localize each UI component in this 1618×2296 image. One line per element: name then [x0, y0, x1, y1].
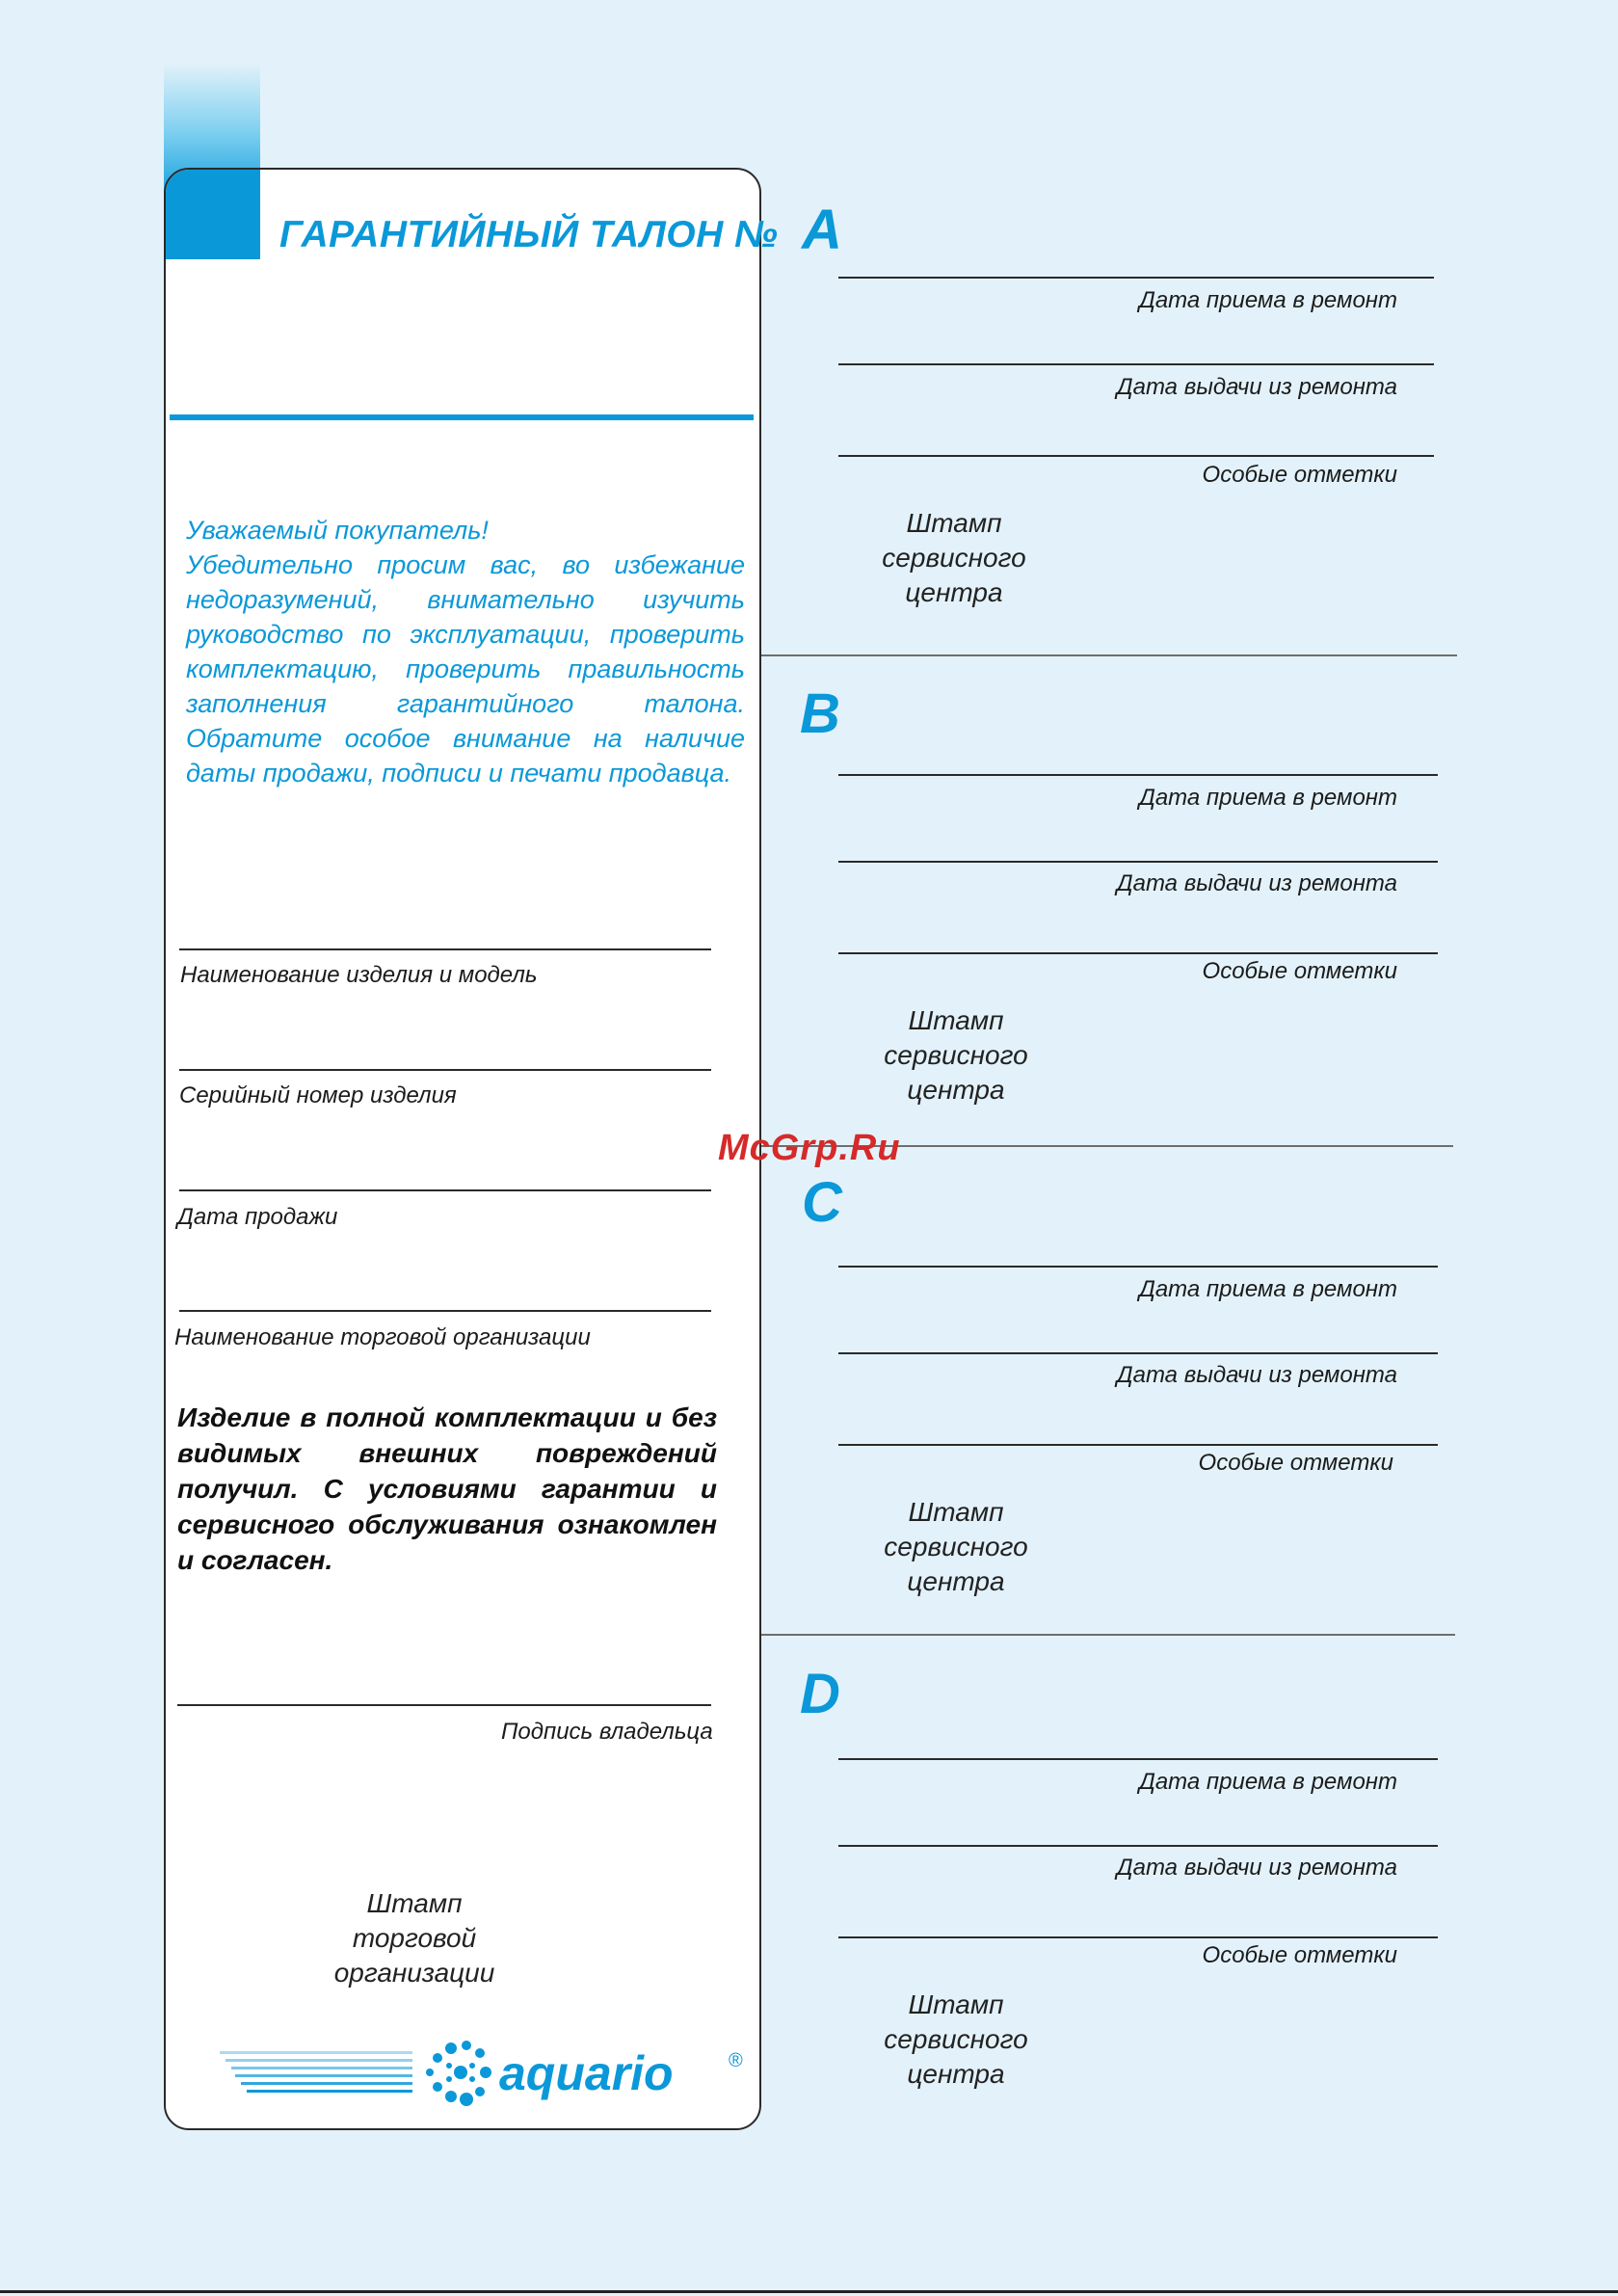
- returned-date-label: Дата выдачи из ремонта: [1116, 1362, 1397, 1388]
- notes-line[interactable]: [838, 952, 1438, 954]
- stamp-line: Штамп: [908, 1989, 1004, 2019]
- received-date-label: Дата приема в ремонт: [1138, 1276, 1397, 1302]
- returned-date-line[interactable]: [838, 363, 1434, 365]
- notes-label: Особые отметки: [1198, 1450, 1393, 1476]
- received-date-label: Дата приема в ремонт: [1138, 785, 1397, 811]
- received-date-label: Дата приема в ремонт: [1138, 1769, 1397, 1795]
- returned-date-label: Дата выдачи из ремонта: [1116, 870, 1397, 896]
- received-date-line[interactable]: [838, 1758, 1438, 1760]
- notes-line[interactable]: [838, 455, 1434, 457]
- aquario-logo: [220, 2034, 759, 2116]
- intro-text: [186, 513, 745, 790]
- section-letter-c: C: [802, 1171, 842, 1234]
- returned-date-line[interactable]: [838, 861, 1438, 863]
- sale-date-label: Дата продажи: [177, 1204, 338, 1230]
- signature-label: Подпись владельца: [501, 1719, 713, 1745]
- notes-line[interactable]: [838, 1936, 1438, 1938]
- bottom-rule: [0, 2290, 1618, 2293]
- signature-line[interactable]: [177, 1704, 711, 1706]
- stamp-line: торговой: [352, 1923, 477, 1953]
- received-date-line[interactable]: [838, 277, 1434, 279]
- stamp-line: Штамп: [366, 1888, 463, 1918]
- service-stamp: [850, 1495, 1062, 1599]
- section-divider: [761, 1634, 1455, 1636]
- stamp-line: организации: [333, 1958, 495, 1988]
- stamp-line: сервисного: [882, 543, 1026, 573]
- serial-number-line[interactable]: [179, 1069, 711, 1071]
- stamp-line: центра: [907, 1075, 1005, 1105]
- section-letter-a: A: [802, 199, 842, 261]
- serial-number-label: Серийный номер изделия: [179, 1082, 457, 1108]
- aquario-logo-graphic: [220, 2034, 759, 2111]
- stamp-line: сервисного: [884, 1532, 1028, 1562]
- card-blue-corner: [166, 170, 260, 259]
- confirmation-text: Изделие в полной комплектации и без видимых внешних повреждений получил. С условиями гарантии и сервисного обслуживания ознакомлен и согласен.: [177, 1402, 717, 1575]
- returned-date-label: Дата выдачи из ремонта: [1116, 1855, 1397, 1881]
- retailer-line[interactable]: [179, 1310, 711, 1312]
- section-divider: [761, 654, 1457, 656]
- notes-label: Особые отметки: [1202, 462, 1397, 488]
- stamp-line: сервисного: [884, 2024, 1028, 2054]
- service-stamp: [850, 1988, 1062, 2092]
- warranty-title: ГАРАНТИЙНЫЙ ТАЛОН №: [279, 214, 779, 255]
- retailer-label: Наименование торговой организации: [174, 1324, 591, 1350]
- notes-label: Особые отметки: [1202, 958, 1397, 984]
- logo-wordmark: aquario: [499, 2046, 674, 2100]
- notes-line[interactable]: [838, 1444, 1438, 1446]
- sale-date-line[interactable]: [179, 1189, 711, 1191]
- registered-mark: ®: [729, 2050, 743, 2071]
- stamp-line: сервисного: [884, 1040, 1028, 1070]
- received-date-line[interactable]: [838, 1266, 1438, 1268]
- notes-label: Особые отметки: [1202, 1942, 1397, 1968]
- product-model-label: Наименование изделия и модель: [180, 962, 538, 988]
- returned-date-line[interactable]: [838, 1845, 1438, 1847]
- product-model-line[interactable]: [179, 948, 711, 950]
- intro-greeting: Уважаемый покупатель!: [186, 516, 489, 545]
- intro-body: Убедительно просим вас, во избежание недоразумений, внимательно изучить руководство по эксплуатации, проверить комплектацию, проверить правильность заполнения гарантийного талона. Обратите особое внимание на наличие даты продажи, подписи и печати продавца.: [186, 550, 745, 788]
- service-stamp: [850, 1003, 1062, 1108]
- stamp-line: Штамп: [908, 1497, 1004, 1527]
- watermark: McGrp.Ru: [718, 1128, 901, 1168]
- service-stamp: [848, 506, 1060, 610]
- retailer-stamp: [318, 1886, 511, 1990]
- section-letter-d: D: [800, 1663, 840, 1725]
- section-letter-b: B: [800, 682, 840, 745]
- received-date-label: Дата приема в ремонт: [1138, 287, 1397, 313]
- stamp-line: центра: [905, 577, 1003, 607]
- stamp-line: Штамп: [906, 508, 1002, 538]
- returned-date-label: Дата выдачи из ремонта: [1116, 374, 1397, 400]
- stamp-line: центра: [907, 2059, 1005, 2089]
- stamp-line: Штамп: [908, 1005, 1004, 1035]
- received-date-line[interactable]: [838, 774, 1438, 776]
- returned-date-line[interactable]: [838, 1352, 1438, 1354]
- warranty-card: [164, 168, 761, 2130]
- stamp-line: центра: [907, 1566, 1005, 1596]
- title-divider: [170, 414, 754, 420]
